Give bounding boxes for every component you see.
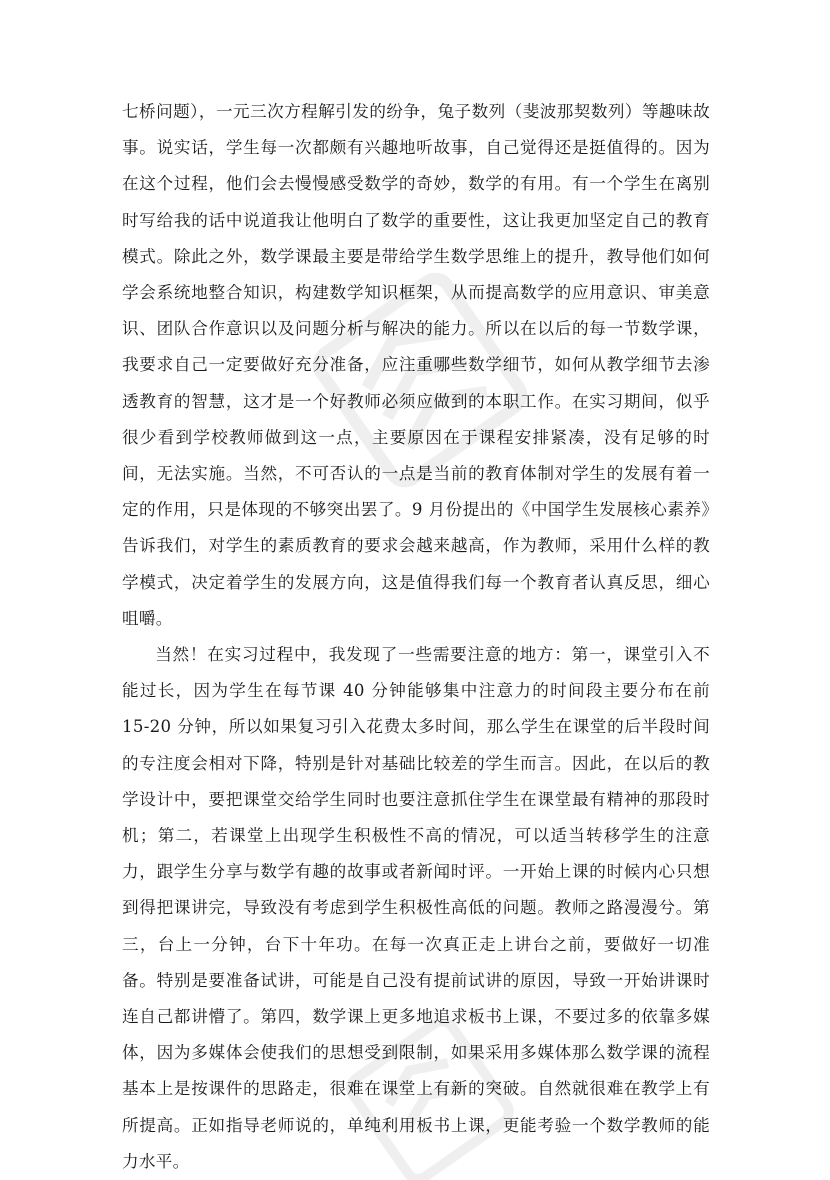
paragraph: 七桥问题），一元三次方程解引发的纷争，兔子数列（斐波那契数列）等趣味故事。说实话，学生每一次都颇有兴趣地听故事，自己觉得还是挺值得的。因为在这个过程，他们会去慢慢感受数学的奇妙，数学的有用。有一个学生在离别时写给我的话中说道我让他明白了数学的重要性，这让我更加坚定自己的教育模式。除此之外，数学课最主要是带给学生数学思维上的提升，教导他们如何学会系统地整合知识，构建数学知识框架，从而提高数学的应用意识、审美意识、团队合作意识以及问题分析与解决的能力。所以在以后的每一节数学课，我要求自己一定要做好充分准备，应注重哪些数学细节，如何从教学细节去渗透教育的智慧，这才是一个好教师必须应做到的本职工作。在实习期间，似乎很少看到学校教师做到这一点，主要原因在于课程安排紧凑，没有足够的时间，无法实施。当然，不可否认的一点是当前的教育体制对学生的发展有着一定的作用，只是体现的不够突出罢了。9 月份提出的《中国学生发展核心素养》告诉我们，对学生的素质教育的要求会越来越高，作为教师，采用什么样的教学模式，决定着学生的发展方向，这是值得我们每一个教育者认真反思，细心咀嚼。: [122, 102, 710, 628]
document-body: [122, 94, 710, 1180]
paragraph: 当然！在实习过程中，我发现了一些需要注意的地方：第一，课堂引入不能过长，因为学生在每节课 40 分钟能够集中注意力的时间段主要分布在前 15-20 分钟，所以如果复习引入花费太多时间，那么学生在课堂的后半段时间的专注度会相对下降，特别是针对基础比较差的学生而言。因此，在以后的教学设计中，要把课堂交给学生同时也要注意抓住学生在课堂最有精神的那段时机；第二，若课堂上出现学生积极性不高的情况，可以适当转移学生的注意力，跟学生分享与数学有趣的故事或者新闻时评。一开始上课的时候内心只想到得把课讲完，导致没有考虑到学生积极性高低的问题。教师之路漫漫兮。第三，台上一分钟，台下十年功。在每一次真正走上讲台之前，要做好一切准备。特别是要准备试讲，可能是自己没有提前试讲的原因，导致一开始讲课时连自己都讲懵了。第四，数学课上更多地追求板书上课，不要过多的依靠多媒体，因为多媒体会使我们的思想受到限制，如果采用多媒体那么数学课的流程基本上是按课件的思路走，很难在课堂上有新的突破。自然就很难在教学上有所提高。正如指导老师说的，单纯利用板书上课，更能考验一个数学教师的能力水平。: [122, 645, 710, 1171]
